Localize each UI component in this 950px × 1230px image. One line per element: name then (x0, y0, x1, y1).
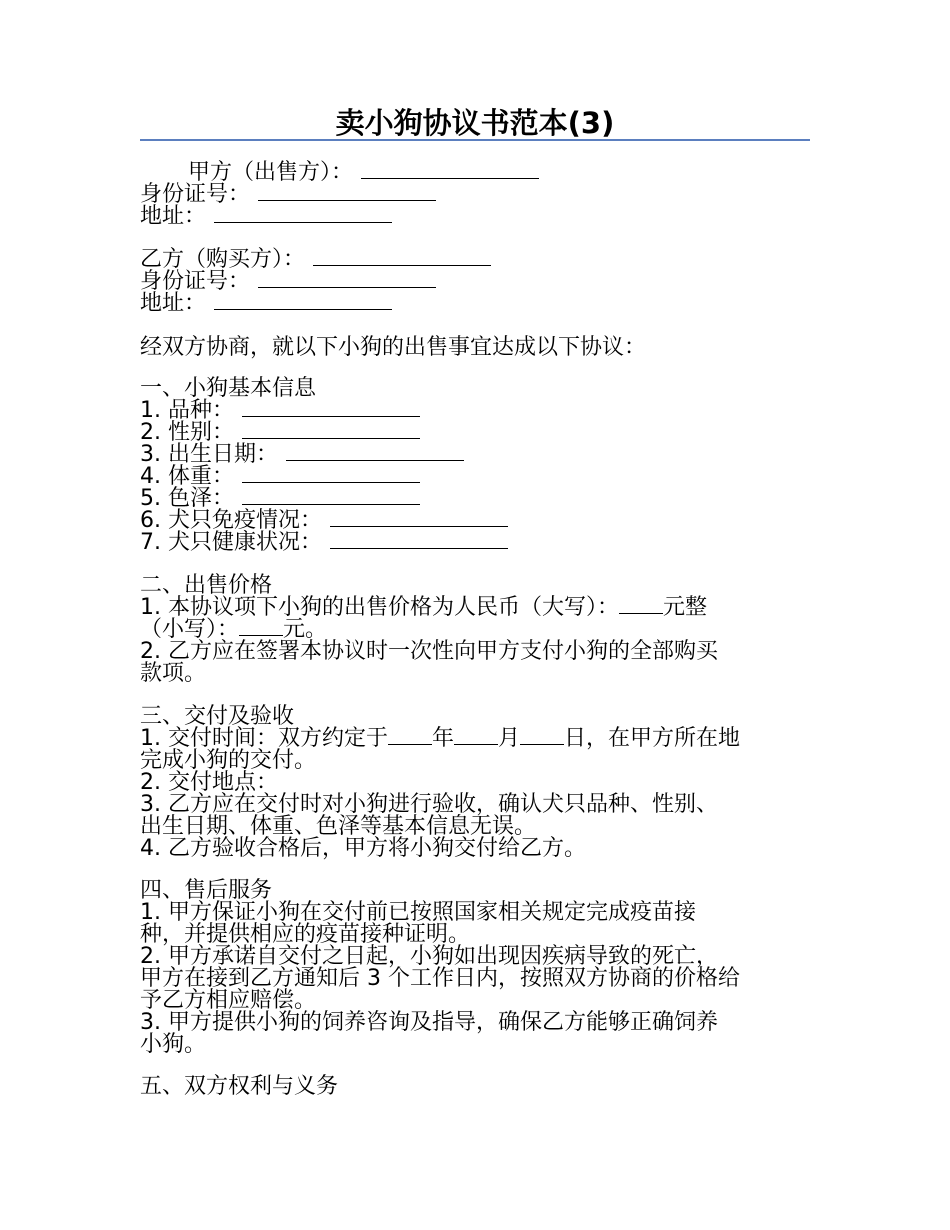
party-b-label: 乙方（购买方）： (140, 247, 306, 272)
section3-heading: 三、交付及验收 (140, 704, 295, 729)
month-label: 月 (498, 726, 521, 751)
section1-item-label: 2. 性别： (140, 420, 234, 445)
section2-item1-line1 (140, 597, 707, 619)
section1-item-blank (330, 510, 508, 527)
party-a-address-line (140, 206, 392, 228)
day-label: 日，在甲方所在地 (564, 726, 741, 751)
section1-item (140, 488, 420, 510)
party-b-address-line (140, 293, 392, 315)
section1-item (140, 422, 420, 444)
party-a-id-blank (258, 184, 436, 201)
section2-heading: 二、出售价格 (140, 573, 273, 598)
document-title: 卖小狗协议书范本(3) (335, 106, 615, 140)
section1-item (140, 510, 508, 532)
delivery-time-label: 1. 交付时间：双方约定于 (140, 726, 388, 751)
price-lowercase-unit: 元。 (283, 617, 328, 642)
party-a-id-label: 身份证号： (140, 182, 251, 207)
section1-item-label: 7. 犬只健康状况： (140, 530, 322, 555)
section1-item (140, 444, 464, 466)
section4-item2-line2: 甲方在接到乙方通知后 3 个工作日内，按照双方协商的价格给 (140, 966, 740, 991)
section4-item1-line1: 1. 甲方保证小狗在交付前已按照国家相关规定完成疫苗接 (140, 900, 696, 925)
party-a-address-label: 地址： (140, 204, 207, 229)
section1-item-blank (286, 444, 464, 461)
delivery-year-blank (388, 728, 432, 745)
section1-item-blank (242, 488, 420, 505)
year-label: 年 (431, 726, 454, 751)
section1-item-blank (242, 466, 420, 483)
party-b-address-blank (214, 293, 392, 310)
price-uppercase-label: 1. 本协议项下小狗的出售价格为人民币（大写）： (140, 595, 619, 620)
section2-item2-line1: 2. 乙方应在签署本协议时一次性向甲方支付小狗的全部购买 (140, 639, 718, 664)
section1-item (140, 400, 420, 422)
price-lowercase-label: （小写）： (140, 617, 240, 642)
title-underline (140, 139, 810, 141)
section3-item4: 4. 乙方验收合格后，甲方将小狗交付给乙方。 (140, 836, 586, 861)
price-uppercase-unit: 元整 (663, 595, 708, 620)
party-a-blank (361, 162, 539, 179)
party-a-label: 甲方（出售方）： (188, 160, 354, 185)
party-b-blank (313, 249, 491, 266)
party-a-address-blank (214, 206, 392, 223)
section3-item1-line2: 完成小狗的交付。 (140, 748, 317, 773)
price-uppercase-blank (619, 597, 663, 614)
section5-heading: 五、双方权利与义务 (140, 1074, 339, 1099)
section1-item-label: 3. 出生日期： (140, 442, 278, 467)
party-b-address-label: 地址： (140, 291, 207, 316)
section1-item-blank (242, 400, 420, 417)
party-a-id-line (140, 184, 436, 206)
section1-item-blank (242, 422, 420, 439)
section1-item-label: 1. 品种： (140, 398, 234, 423)
party-b-line (140, 249, 491, 271)
party-b-id-blank (258, 271, 436, 288)
intro-paragraph: 经双方协商，就以下小狗的出售事宜达成以下协议： (140, 335, 647, 360)
delivery-month-blank (454, 728, 498, 745)
section4-item3-line1: 3. 甲方提供小狗的饲养咨询及指导，确保乙方能够正确饲养 (140, 1010, 718, 1035)
section1-heading: 一、小狗基本信息 (140, 376, 317, 401)
party-b-id-line (140, 271, 436, 293)
price-lowercase-blank (239, 619, 283, 636)
section4-item1-line2: 种，并提供相应的疫苗接种证明。 (140, 922, 471, 947)
section1-item-label: 5. 色泽： (140, 486, 234, 511)
section4-item3-line2: 小狗。 (140, 1032, 207, 1057)
section3-item2: 2. 交付地点： (140, 770, 278, 795)
section3-item1-line1 (140, 728, 740, 750)
section1-item (140, 532, 508, 554)
section4-item2-line3: 予乙方相应赔偿。 (140, 988, 317, 1013)
section3-item3-line1: 3. 乙方应在交付时对小狗进行验收，确认犬只品种、性别、 (140, 792, 718, 817)
section1-item (140, 466, 420, 488)
section1-item-label: 4. 体重： (140, 464, 234, 489)
delivery-day-blank (520, 728, 564, 745)
section2-item1-line2 (140, 619, 327, 641)
section3-item3-line2: 出生日期、体重、色泽等基本信息无误。 (140, 814, 537, 839)
section1-item-blank (330, 532, 508, 549)
party-a-line (188, 162, 539, 184)
party-b-id-label: 身份证号： (140, 269, 251, 294)
section2-item2-line2: 款项。 (140, 661, 207, 686)
section4-item2-line1: 2. 甲方承诺自交付之日起，小狗如出现因疾病导致的死亡， (140, 944, 718, 969)
section1-item-label: 6. 犬只免疫情况： (140, 508, 322, 533)
section4-heading: 四、售后服务 (140, 878, 273, 903)
